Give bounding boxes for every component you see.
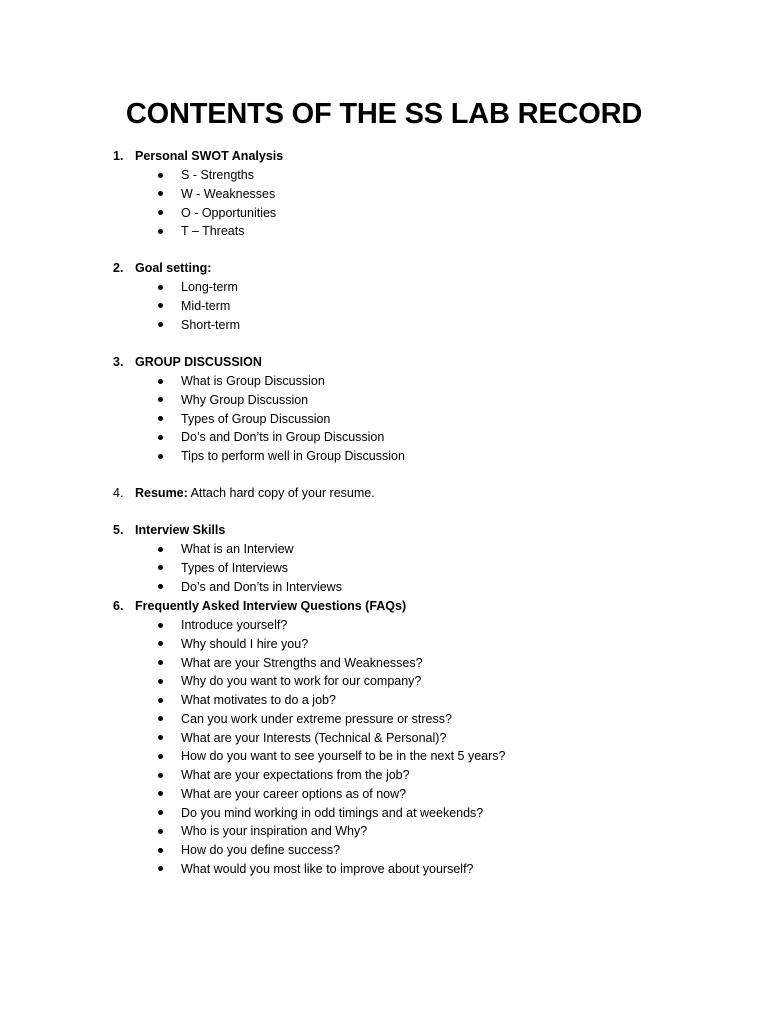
bullet-icon (158, 210, 163, 215)
list-item: Types of Interviews (0, 559, 768, 578)
document-title: CONTENTS OF THE SS LAB RECORD (125, 98, 643, 130)
bullet-icon (158, 547, 163, 552)
list-item: Can you work under extreme pressure or stress? (0, 710, 768, 729)
list-item: Mid-term (0, 297, 768, 316)
section-heading (0, 597, 768, 616)
list-item: What are your career options as of now? (0, 785, 768, 804)
bullet-icon (158, 191, 163, 196)
bullet-icon (158, 435, 163, 440)
section-interview-skills (0, 521, 768, 596)
list-item: T – Threats (0, 222, 768, 241)
list-item: Do’s and Don’ts in Interviews (0, 578, 768, 597)
section-number: 6. (113, 599, 124, 613)
bullet-icon (158, 866, 163, 871)
list-item: Tips to perform well in Group Discussion (0, 447, 768, 466)
list-item: Why Group Discussion (0, 391, 768, 410)
section-resume (0, 484, 768, 503)
bullet-icon (158, 565, 163, 570)
list-item: What are your expectations from the job? (0, 766, 768, 785)
list-item: How do you define success? (0, 841, 768, 860)
bullet-icon (158, 754, 163, 759)
list-item: Short-term (0, 316, 768, 335)
bullet-icon (158, 623, 163, 628)
bullet-icon (158, 810, 163, 815)
section-number: 4. (113, 486, 124, 500)
section-number: 2. (113, 261, 124, 275)
bullet-icon (158, 397, 163, 402)
list-item: Who is your inspiration and Why? (0, 822, 768, 841)
bullet-list (0, 372, 768, 466)
bullet-icon (158, 379, 163, 384)
section-heading (0, 147, 768, 166)
section-personal-swot (0, 147, 768, 241)
list-item: Introduce yourself? (0, 616, 768, 635)
bullet-icon (158, 679, 163, 684)
bullet-list (0, 166, 768, 241)
list-item: What is an Interview (0, 540, 768, 559)
bullet-icon (158, 829, 163, 834)
bullet-icon (158, 416, 163, 421)
section-title: Interview Skills (135, 523, 226, 537)
list-item: S - Strengths (0, 166, 768, 185)
list-item: Long-term (0, 278, 768, 297)
section-number: 1. (113, 149, 124, 163)
list-item: W - Weaknesses (0, 185, 768, 204)
bullet-icon (158, 322, 163, 327)
bullet-icon (158, 660, 163, 665)
section-heading (0, 353, 768, 372)
bullet-icon (158, 229, 163, 234)
bullet-icon (158, 735, 163, 740)
section-number: 5. (113, 523, 124, 537)
list-item: Types of Group Discussion (0, 410, 768, 429)
bullet-icon (158, 698, 163, 703)
bullet-list (0, 616, 768, 879)
bullet-icon (158, 641, 163, 646)
bullet-icon (158, 454, 163, 459)
section-title: Frequently Asked Interview Questions (FAQs) (135, 599, 407, 613)
list-item: Why should I hire you? (0, 635, 768, 654)
list-item: What is Group Discussion (0, 372, 768, 391)
bullet-icon (158, 848, 163, 853)
bullet-icon (158, 303, 163, 308)
list-item: What motivates to do a job? (0, 691, 768, 710)
bullet-icon (158, 716, 163, 721)
bullet-list (0, 278, 768, 334)
section-number: 3. (113, 355, 124, 369)
list-item: What are your Strengths and Weaknesses? (0, 654, 768, 673)
section-faqs (0, 597, 768, 879)
bullet-icon (158, 773, 163, 778)
list-item: Do you mind working in odd timings and at weekends? (0, 804, 768, 823)
section-title: GROUP DISCUSSION (135, 355, 262, 369)
section-title: Resume: Attach hard copy of your resume. (135, 486, 375, 500)
section-heading (0, 259, 768, 278)
bullet-icon (158, 791, 163, 796)
list-item: How do you want to see yourself to be in the next 5 years? (0, 747, 768, 766)
section-title: Goal setting: (135, 261, 212, 275)
list-item: What are your Interests (Technical & Personal)? (0, 729, 768, 748)
list-item: O - Opportunities (0, 204, 768, 223)
bullet-list (0, 540, 768, 596)
bullet-icon (158, 584, 163, 589)
section-group-discussion (0, 353, 768, 466)
section-goal-setting (0, 259, 768, 334)
list-item: Why do you want to work for our company? (0, 672, 768, 691)
list-item: What would you most like to improve about yourself? (0, 860, 768, 879)
bullet-icon (158, 285, 163, 290)
section-body-text: Attach hard copy of your resume. (187, 486, 375, 500)
section-title: Personal SWOT Analysis (135, 149, 284, 163)
list-item: Do’s and Don’ts in Group Discussion (0, 428, 768, 447)
bullet-icon (158, 173, 163, 178)
section-heading (0, 521, 768, 540)
section-heading (0, 484, 768, 503)
